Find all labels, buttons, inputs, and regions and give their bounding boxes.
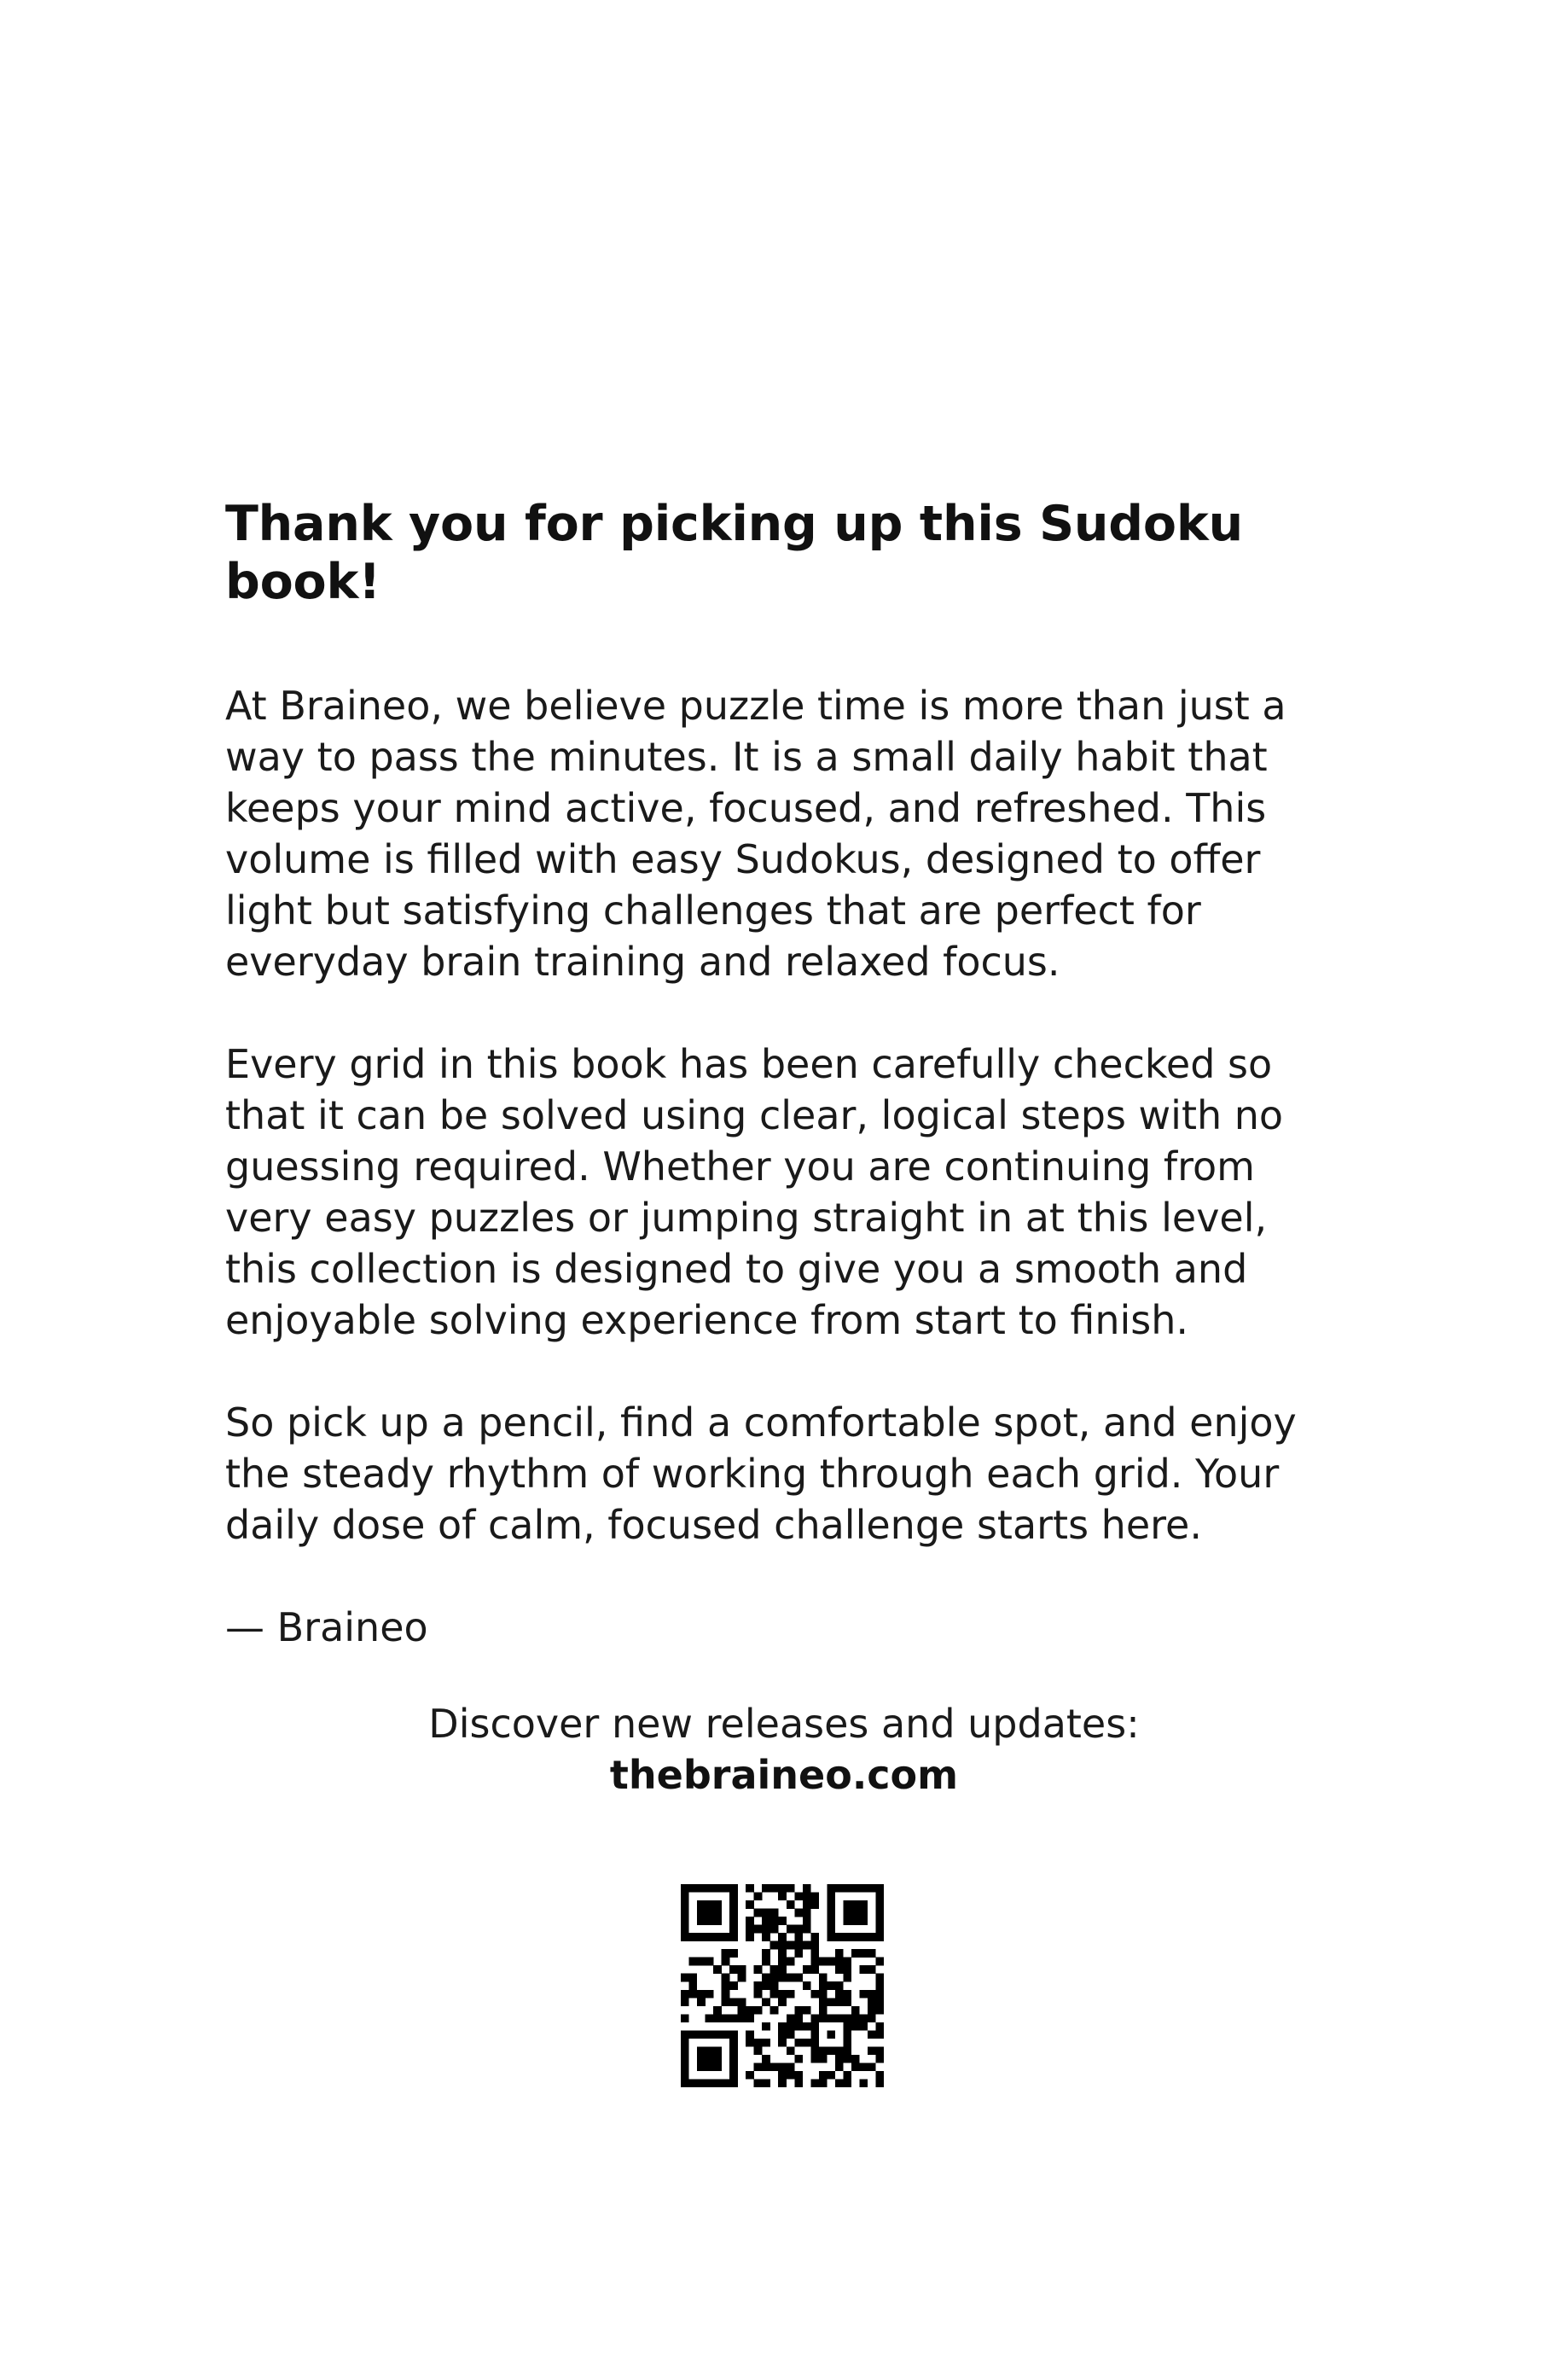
intro-paragraph: At Braineo, we believe puzzle time is more than just a way to pass the minutes. It is a small daily habit that keeps your mind active, focused, and refreshed. This volume is filled with easy Sudokus, designed to offer light but satisfying challenges that are perfect for everyday brain training and relaxed focus.: [225, 682, 1286, 985]
discover-text: Discover new releases and updates:: [428, 1701, 1140, 1747]
signature: — Braineo: [225, 1603, 428, 1650]
letter-content: [225, 495, 1343, 1653]
qr-code-icon[interactable]: [681, 1884, 884, 2087]
quality-paragraph: Every grid in this book has been carefully checked so that it can be solved using clear, logical steps with no guessing required. Whether you are continuing from very easy puzzles or jumping straight in at this level, this collection is designed to give you a smooth and enjoyable solving experience from start to finish.: [225, 1040, 1284, 1343]
page-title: Thank you for picking up this Sudoku book!: [225, 496, 1243, 611]
discover-section: [0, 1698, 1568, 1801]
closing-paragraph: So pick up a pencil, find a comfortable spot, and enjoy the steady rhythm of working through each grid. Your daily dose of calm, focused challenge starts here.: [225, 1399, 1297, 1548]
website-link[interactable]: thebraineo.com: [609, 1752, 959, 1798]
